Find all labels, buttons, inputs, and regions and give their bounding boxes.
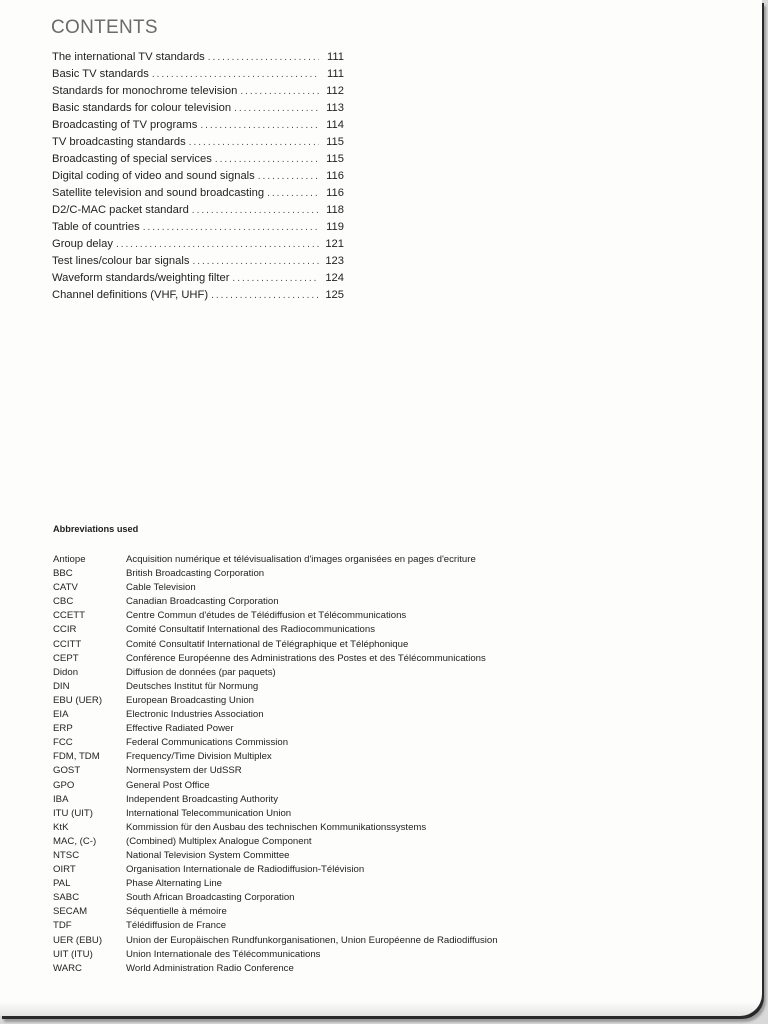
toc-leader-dots	[211, 287, 319, 304]
toc-entry-page: 116	[326, 170, 344, 182]
abbreviation-row	[53, 807, 653, 821]
abbreviation-row	[53, 666, 653, 680]
abbreviation-description: Union Internationale des Télécommunications	[126, 948, 321, 960]
toc-leader-dots	[267, 185, 319, 202]
abbreviation-description: Comité Consultatif International des Radiocommunications	[126, 624, 376, 636]
abbreviations-heading: Abbreviations used	[53, 524, 139, 534]
toc-entry-page: 119	[326, 221, 344, 233]
abbreviation-code: CCITT	[53, 638, 82, 650]
abbreviation-row	[53, 694, 653, 708]
abbreviation-code: TDF	[53, 920, 72, 932]
abbreviation-description: Télédiffusion de France	[126, 920, 227, 932]
abbreviation-description: Independent Broadcasting Authority	[126, 793, 279, 805]
abbreviation-description: National Television System Committee	[126, 849, 290, 861]
abbreviation-description: Union der Europäischen Rundfunkorganisationen, Union Européenne de Radiodiffusion	[126, 934, 498, 946]
abbreviation-code: KtK	[53, 821, 69, 833]
toc-entry	[52, 185, 344, 202]
abbreviation-row	[53, 849, 653, 863]
abbreviation-description: British Broadcasting Corporation	[126, 568, 265, 580]
toc-entry-label: Basic TV standards	[52, 68, 149, 80]
abbreviation-code: ITU (UIT)	[53, 807, 93, 819]
abbreviation-row	[53, 708, 653, 722]
toc-leader-dots	[192, 253, 319, 270]
abbreviation-description: Electronic Industries Association	[126, 709, 264, 721]
toc-entry-page: 111	[326, 51, 344, 63]
abbreviation-row	[53, 595, 653, 609]
abbreviation-code: WARC	[53, 962, 82, 974]
toc-entry	[52, 253, 344, 270]
abbreviation-row	[53, 750, 653, 764]
toc-entry	[52, 270, 344, 287]
abbreviation-row	[53, 962, 653, 976]
abbreviation-row	[53, 638, 653, 652]
toc-entry	[52, 202, 344, 219]
abbreviation-code: PAL	[53, 878, 71, 890]
abbreviation-row	[53, 722, 653, 736]
toc-leader-dots	[192, 202, 319, 219]
abbreviation-description: Kommission für den Ausbau des technischen Kommunikationssystems	[126, 821, 427, 833]
abbreviation-code: DIN	[53, 680, 70, 692]
toc-entry	[52, 236, 344, 253]
abbreviation-row	[53, 736, 653, 750]
abbreviation-row	[53, 609, 653, 623]
toc-leader-dots	[208, 49, 319, 66]
toc-entry	[52, 83, 344, 100]
toc-entry-page: 115	[326, 153, 344, 165]
abbreviation-description: Normensystem der UdSSR	[126, 765, 242, 777]
abbreviation-code: NTSC	[53, 849, 80, 861]
toc-entry	[52, 66, 344, 83]
abbreviation-description: (Combined) Multiplex Analogue Component	[126, 835, 312, 847]
toc-entry-page: 115	[326, 136, 344, 148]
toc-entry-label: Waveform standards/weighting filter	[52, 272, 230, 284]
toc-entry-page: 116	[326, 187, 344, 199]
abbreviation-description: Centre Commun d'études de Télédiffusion et Télécommunications	[126, 610, 407, 622]
toc-entry-label: Basic standards for colour television	[52, 102, 232, 114]
abbreviation-description: Diffusion de données (par paquets)	[126, 666, 276, 678]
abbreviation-code: CCIR	[53, 624, 77, 636]
abbreviation-description: Cable Television	[126, 582, 196, 594]
abbreviation-code: IBA	[53, 793, 69, 805]
abbreviation-description: European Broadcasting Union	[126, 694, 255, 706]
toc-entry-page: 112	[326, 85, 344, 97]
abbreviation-code: GOST	[53, 765, 81, 777]
abbreviation-row	[53, 891, 653, 905]
toc-entry-page: 114	[326, 119, 344, 131]
toc-entry	[52, 100, 344, 117]
abbreviation-code: ERP	[53, 723, 73, 735]
toc-entry	[52, 151, 344, 168]
abbreviation-description: South African Broadcasting Corporation	[126, 892, 295, 904]
toc-entry-label: D2/C-MAC packet standard	[52, 204, 189, 216]
abbreviation-row	[53, 919, 653, 933]
abbreviation-description: Effective Radiated Power	[126, 723, 234, 735]
abbreviation-code: GPO	[53, 779, 75, 791]
toc-entry-label: Group delay	[52, 238, 113, 250]
abbreviation-code: MAC, (C-)	[53, 835, 97, 847]
toc-entry-page: 111	[326, 68, 344, 80]
abbreviation-row	[53, 680, 653, 694]
abbreviation-code: Didon	[53, 666, 79, 678]
abbreviation-row	[53, 652, 653, 666]
toc-entry-label: Digital coding of video and sound signals	[52, 170, 255, 182]
toc-leader-dots	[143, 219, 319, 236]
abbreviation-code: BBC	[53, 568, 73, 580]
abbreviation-code: CBC	[53, 596, 74, 608]
toc-entry	[52, 287, 344, 304]
abbreviation-row	[53, 877, 653, 891]
toc-leader-dots	[215, 151, 319, 168]
toc-entry-label: Table of countries	[52, 221, 140, 233]
abbreviation-description: Comité Consultatif International de Télégraphique et Téléphonique	[126, 638, 409, 650]
toc-leader-dots	[240, 83, 319, 100]
abbreviation-row	[53, 948, 653, 962]
abbreviation-description: Acquisition numérique et télévisualisation d'images organisées en pages d'ecriture	[126, 554, 476, 565]
toc-entry-label: The international TV standards	[52, 51, 205, 63]
abbreviations-list	[53, 553, 653, 976]
toc-entry-label: Broadcasting of TV programs	[52, 119, 198, 131]
page-title: CONTENTS	[51, 16, 158, 38]
abbreviation-description: Séquentielle à mémoire	[126, 906, 227, 918]
toc-leader-dots	[200, 117, 319, 134]
abbreviation-row	[53, 793, 653, 807]
abbreviation-row	[53, 764, 653, 778]
toc-entry-label: Standards for monochrome television	[52, 85, 238, 97]
abbreviation-description: International Telecommunication Union	[126, 807, 292, 819]
abbreviation-description: Organisation Internationale de Radiodiffusion-Télévision	[126, 864, 365, 876]
toc-entry-page: 113	[326, 102, 344, 114]
table-of-contents	[52, 49, 344, 304]
abbreviation-row	[53, 821, 653, 835]
abbreviation-code: EBU (UER)	[53, 694, 103, 706]
toc-leader-dots	[234, 100, 319, 117]
abbreviation-row	[53, 553, 653, 567]
page-curl-shadow	[0, 1002, 762, 1016]
toc-entry	[52, 117, 344, 134]
toc-entry-page: 123	[325, 255, 344, 267]
toc-entry-page: 124	[325, 272, 344, 284]
abbreviation-row	[53, 905, 653, 919]
abbreviation-description: Federal Communications Commission	[126, 737, 289, 749]
abbreviation-row	[53, 863, 653, 877]
toc-entry-label: Satellite television and sound broadcasting	[52, 187, 265, 199]
toc-entry-label: Channel definitions (VHF, UHF)	[52, 289, 209, 301]
abbreviation-code: CATV	[53, 582, 78, 594]
abbreviation-description: General Post Office	[126, 779, 210, 791]
toc-entry-label: TV broadcasting standards	[52, 136, 186, 148]
toc-entry-page: 125	[325, 289, 344, 301]
abbreviation-code: OIRT	[53, 864, 76, 876]
toc-leader-dots	[258, 168, 319, 185]
toc-entry	[52, 49, 344, 66]
abbreviation-row	[53, 835, 653, 849]
toc-entry	[52, 219, 344, 236]
abbreviation-row	[53, 567, 653, 581]
abbreviation-code: UIT (ITU)	[53, 948, 93, 960]
abbreviation-row	[53, 623, 653, 637]
abbreviation-row	[53, 934, 653, 948]
abbreviation-description: Frequency/Time Division Multiplex	[126, 751, 272, 763]
abbreviation-description: World Administration Radio Conference	[126, 962, 294, 974]
toc-entry	[52, 134, 344, 151]
abbreviation-row	[53, 581, 653, 595]
toc-entry	[52, 168, 344, 185]
toc-leader-dots	[152, 66, 319, 83]
toc-entry-label: Broadcasting of special services	[52, 153, 212, 165]
abbreviation-code: CEPT	[53, 652, 79, 664]
abbreviation-code: SECAM	[53, 906, 88, 918]
abbreviation-code: SABC	[53, 892, 80, 904]
toc-entry-page: 121	[325, 238, 344, 250]
abbreviation-code: CCETT	[53, 610, 85, 622]
toc-entry-label: Test lines/colour bar signals	[52, 255, 190, 267]
toc-entry-page: 118	[326, 204, 344, 216]
abbreviation-code: Antiope	[53, 554, 86, 565]
abbreviation-description: Phase Alternating Line	[126, 878, 223, 890]
abbreviation-description: Conférence Européenne des Administrations des Postes et des Télécommunications	[126, 652, 486, 664]
abbreviation-description: Canadian Broadcasting Corporation	[126, 596, 279, 608]
abbreviation-description: Deutsches Institut für Normung	[126, 680, 259, 692]
abbreviation-code: FCC	[53, 737, 73, 749]
toc-leader-dots	[116, 236, 319, 253]
toc-leader-dots	[232, 270, 319, 287]
abbreviation-code: UER (EBU)	[53, 934, 103, 946]
abbreviation-row	[53, 779, 653, 793]
abbreviation-code: EIA	[53, 709, 69, 721]
abbreviation-code: FDM, TDM	[53, 751, 100, 763]
toc-leader-dots	[189, 134, 319, 151]
